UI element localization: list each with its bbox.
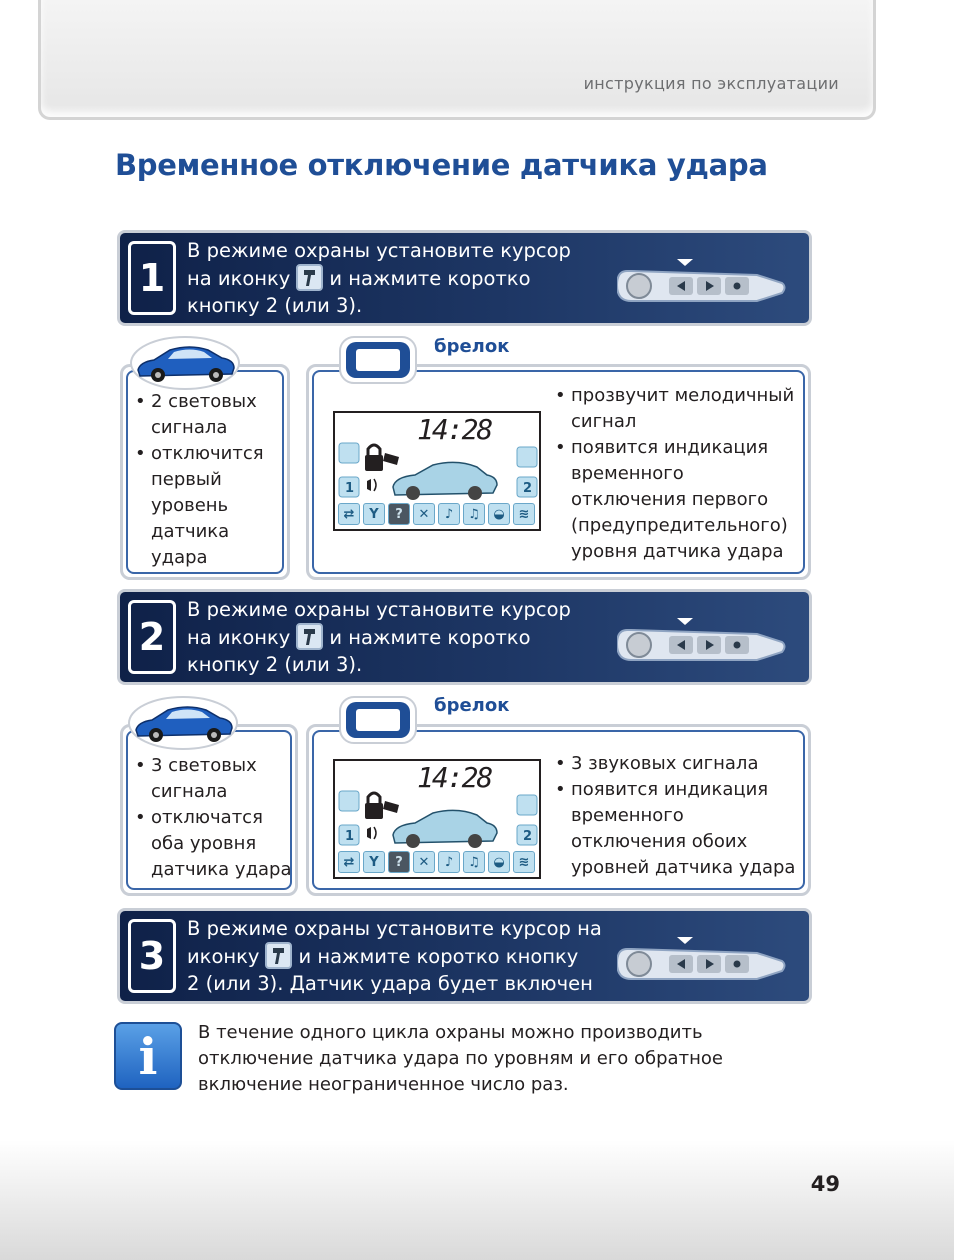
lcd-time: 14:28 (417, 761, 492, 794)
cross-icon: ✕ (413, 851, 435, 873)
step-line-3: кнопку 2 (или 3). (187, 653, 363, 676)
step-line-1: В режиме охраны установите курсор (187, 598, 571, 621)
car-reaction-list (135, 389, 264, 571)
list-item: временного (571, 463, 684, 484)
list-item: (предупредительного) (571, 515, 788, 536)
fob-lcd-display (333, 411, 541, 531)
footer-band (0, 1140, 954, 1260)
lcd-car-scene-icon (337, 439, 541, 501)
info-line: отключение датчика удара по уровням и его обратное (198, 1048, 723, 1069)
header-subtitle: инструкция по эксплуатации (583, 74, 839, 93)
page-number: 49 (810, 1172, 840, 1196)
list-item: • появится индикация (555, 435, 794, 461)
step-line-2a: на иконку (187, 267, 291, 290)
lcd-car-scene-icon (337, 787, 541, 849)
list-item: сигнала (151, 417, 228, 438)
list-item: уровня датчика удара (571, 541, 784, 562)
lcd-icon-row (338, 851, 535, 873)
melody-icon: ♫ (463, 503, 485, 525)
wrench-icon: Y (363, 503, 385, 525)
heat-icon: ≋ (513, 851, 535, 873)
list-item: • прозвучит мелодичный (555, 383, 794, 409)
lcd-time: 14:28 (417, 413, 492, 446)
step-line-2 (187, 942, 602, 970)
fob-lcd-display (333, 759, 541, 879)
step-line-2 (187, 264, 571, 292)
info-line: В течение одного цикла охраны можно производить (198, 1022, 703, 1043)
step-line-2 (187, 623, 571, 651)
list-item: временного (571, 805, 684, 826)
remote-buttons-icon (617, 935, 787, 983)
cross-icon: ✕ (413, 503, 435, 525)
engine-icon: ◒ (488, 851, 510, 873)
key-fob-icon (338, 694, 418, 746)
list-item: удара (151, 547, 208, 568)
shock-sensor-icon: ? (388, 851, 410, 873)
remote-buttons-icon (617, 257, 787, 305)
list-item: • появится индикация (555, 777, 795, 803)
step-line-1: В режиме охраны установите курсор на (187, 917, 602, 940)
list-item: • 3 световых (135, 753, 292, 779)
info-icon: i (114, 1022, 182, 1090)
list-item: • 3 звуковых сигнала (555, 751, 795, 777)
melody-icon: ♫ (463, 851, 485, 873)
arrows-icon: ⇄ (338, 503, 360, 525)
step-line-2b: и нажмите коротко (329, 626, 531, 649)
step-3-bar (117, 908, 812, 1004)
info-line: включение неограниченное число раз. (198, 1074, 569, 1095)
wrench-icon: Y (363, 851, 385, 873)
step-1-bar (117, 230, 812, 326)
fob-reaction-panel (306, 724, 811, 896)
svg-text:2: 2 (523, 481, 533, 496)
list-item: отключения обоих (571, 831, 748, 852)
fob-reaction-list (555, 383, 794, 565)
list-item: сигнала (151, 781, 228, 802)
list-item: • отключатся (135, 805, 292, 831)
step-number: 1 (128, 241, 176, 315)
heat-icon: ≋ (513, 503, 535, 525)
list-item: отключения первого (571, 489, 769, 510)
step-instruction (187, 915, 602, 997)
step-line-1: В режиме охраны установите курсор (187, 239, 571, 262)
step-line-2a: на иконку (187, 626, 291, 649)
step-instruction (187, 596, 571, 678)
step-number: 2 (128, 600, 176, 674)
svg-text:2: 2 (523, 829, 533, 844)
list-item: • 2 световых (135, 389, 264, 415)
step-number: 3 (128, 919, 176, 993)
arrows-icon: ⇄ (338, 851, 360, 873)
step-line-3: кнопку 2 (или 3). (187, 294, 363, 317)
step-line-2b: и нажмите коротко (329, 267, 531, 290)
car-reaction-panel (120, 364, 290, 580)
list-item: сигнал (571, 411, 637, 432)
fob-reaction-list (555, 751, 795, 881)
fob-reaction-panel (306, 364, 811, 580)
remote-buttons-icon (617, 616, 787, 664)
step-instruction (187, 237, 571, 319)
list-item: оба уровня (151, 833, 257, 854)
step-2-bar (117, 589, 812, 685)
list-item: датчика удара (151, 859, 292, 880)
engine-icon: ◒ (488, 503, 510, 525)
car-icon (130, 336, 240, 390)
step-line-3: 2 (или 3). Датчик удара будет включен (187, 972, 593, 995)
info-note (198, 1020, 723, 1098)
shock-sensor-icon (296, 264, 323, 291)
car-icon (128, 696, 238, 750)
page-title: Временное отключение датчика удара (115, 148, 768, 182)
step-line-2b: и нажмите коротко кнопку (298, 945, 579, 968)
step-line-2a: иконку (187, 945, 260, 968)
music-note-icon: ♪ (438, 503, 460, 525)
music-note-icon: ♪ (438, 851, 460, 873)
list-item: • отключится (135, 441, 264, 467)
key-fob-icon (338, 334, 418, 386)
list-item: датчика (151, 521, 230, 542)
svg-text:1: 1 (345, 829, 355, 844)
list-item: уровней датчика удара (571, 857, 796, 878)
shock-sensor-icon: ? (388, 503, 410, 525)
lcd-icon-row (338, 503, 535, 525)
shock-sensor-icon (265, 942, 292, 969)
list-item: первый (151, 469, 222, 490)
svg-text:1: 1 (345, 481, 355, 496)
list-item: уровень (151, 495, 229, 516)
fob-label: брелок (434, 695, 510, 716)
car-reaction-list (135, 753, 292, 883)
shock-sensor-icon (296, 623, 323, 650)
fob-label: брелок (434, 336, 510, 357)
header-banner (38, 0, 876, 120)
